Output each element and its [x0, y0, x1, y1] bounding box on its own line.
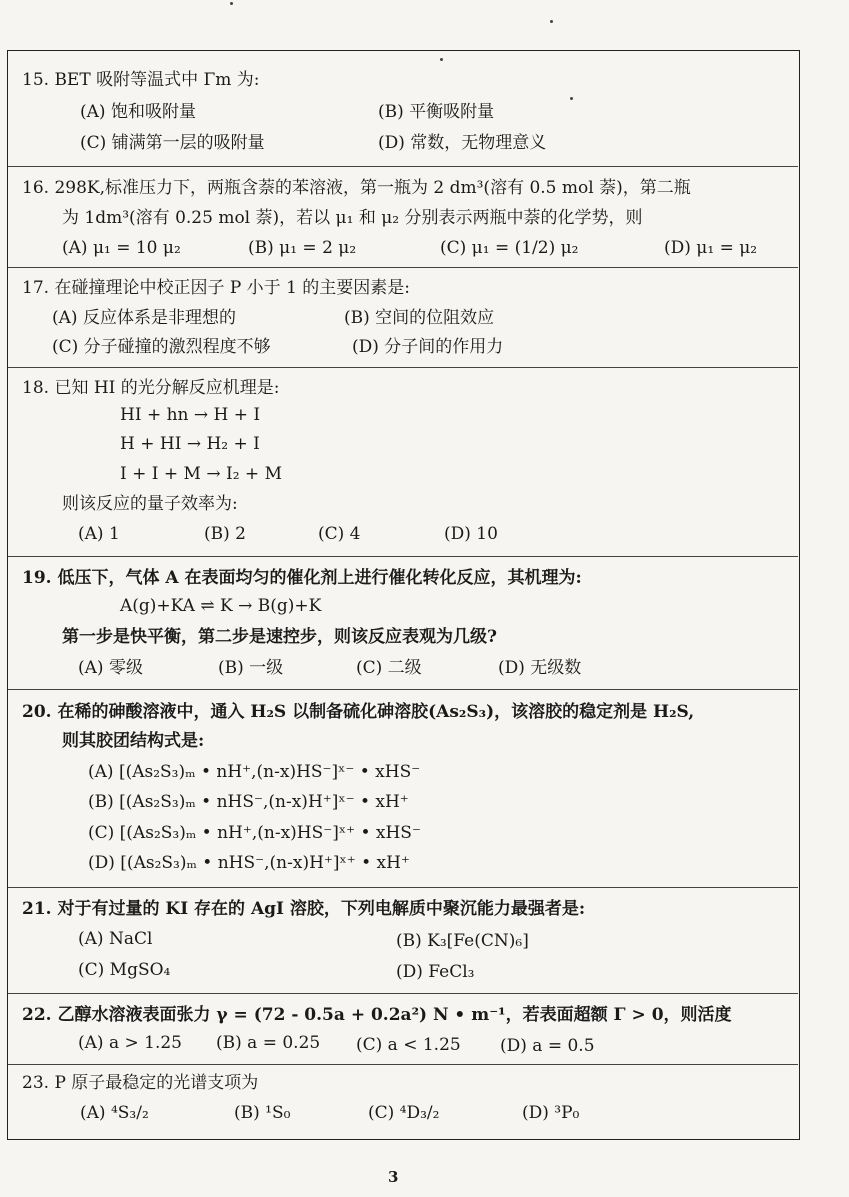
scan-speck: [570, 97, 573, 100]
q18-stem: 18. 已知 HI 的光分解反应机理是:: [22, 378, 280, 398]
q15-option-c: (C) 铺满第一层的吸附量: [80, 133, 265, 153]
q21-option-c: (C) MgSO₄: [78, 960, 171, 980]
separator: [8, 367, 798, 368]
q15-option-b: (B) 平衡吸附量: [378, 102, 495, 122]
q19-option-d: (D) 无级数: [498, 658, 582, 678]
separator: [8, 267, 798, 268]
q16-line2: 为 1dm³(溶有 0.25 mol 萘)，若以 μ₁ 和 μ₂ 分别表示两瓶中萘的化学势，则: [62, 208, 643, 228]
scan-speck: [230, 2, 233, 5]
page-number: 3: [388, 1168, 399, 1186]
separator: [8, 689, 798, 690]
q21-option-a: (A) NaCl: [78, 929, 153, 949]
q21-option-b: (B) K₃[Fe(CN)₆]: [396, 931, 529, 951]
separator: [8, 1064, 798, 1065]
q18-reaction-1: HI + hn → H + I: [120, 405, 261, 425]
q22-option-b: (B) a = 0.25: [216, 1033, 321, 1053]
q17-option-c: (C) 分子碰撞的激烈程度不够: [52, 337, 271, 357]
q17-stem: 17. 在碰撞理论中校正因子 P 小于 1 的主要因素是:: [22, 278, 411, 298]
scan-speck: [440, 58, 443, 61]
q19-stem: 19. 低压下，气体 A 在表面均匀的催化剂上进行催化转化反应，其机理为:: [22, 568, 582, 588]
q19-option-b: (B) 一级: [218, 658, 284, 678]
q17-option-b: (B) 空间的位阻效应: [344, 308, 495, 328]
q19-option-a: (A) 零级: [78, 658, 143, 678]
q22-option-d: (D) a = 0.5: [500, 1036, 595, 1056]
q18-reaction-2: H + HI → H₂ + I: [120, 434, 260, 454]
separator: [8, 993, 798, 994]
q15-option-a: (A) 饱和吸附量: [80, 102, 196, 122]
q23-option-d: (D) ³P₀: [522, 1103, 580, 1123]
q23-option-b: (B) ¹S₀: [234, 1103, 291, 1123]
q19-note: 第一步是快平衡，第二步是速控步，则该反应表观为几级?: [62, 627, 497, 647]
q15-stem: 15. BET 吸附等温式中 Γm 为:: [22, 70, 260, 90]
q22-stem: 22. 乙醇水溶液表面张力 γ = (72 - 0.5a + 0.2a²) N • m⁻¹，若表面超额 Γ > 0，则活度: [22, 1005, 732, 1025]
q20-option-c: (C) [(As₂S₃)ₘ • nH⁺,(n-x)HS⁻]ˣ⁺ • xHS⁻: [88, 823, 421, 843]
q18-reaction-3: I + I + M → I₂ + M: [120, 464, 282, 484]
q16-option-a: (A) μ₁ = 10 μ₂: [62, 238, 181, 258]
q22-option-a: (A) a > 1.25: [78, 1033, 182, 1053]
q23-option-c: (C) ⁴D₃/₂: [368, 1103, 440, 1123]
q23-option-a: (A) ⁴S₃/₂: [80, 1103, 149, 1123]
q18-option-d: (D) 10: [444, 524, 498, 544]
q16-line1: 16. 298K,标准压力下，两瓶含萘的苯溶液，第一瓶为 2 dm³(溶有 0.5 mol 萘)，第二瓶: [22, 178, 691, 198]
q17-option-a: (A) 反应体系是非理想的: [52, 308, 236, 328]
separator: [8, 166, 798, 167]
q18-option-a: (A) 1: [78, 524, 120, 544]
q16-option-b: (B) μ₁ = 2 μ₂: [248, 238, 357, 258]
q19-mechanism: A(g)+KA ⇌ K → B(g)+K: [120, 596, 322, 616]
q15-option-d: (D) 常数，无物理意义: [378, 133, 547, 153]
separator: [8, 556, 798, 557]
separator: [8, 887, 798, 888]
q18-question: 则该反应的量子效率为:: [62, 494, 238, 514]
q22-option-c: (C) a < 1.25: [356, 1035, 461, 1055]
q16-option-c: (C) μ₁ = (1/2) μ₂: [440, 238, 579, 258]
q20-line1: 20. 在稀的砷酸溶液中，通入 H₂S 以制备硫化砷溶胶(As₂S₃)，该溶胶的稳定剂是 H₂S,: [22, 702, 695, 722]
q18-option-b: (B) 2: [204, 524, 246, 544]
q19-option-c: (C) 二级: [356, 658, 422, 678]
q20-line2: 则其胶团结构式是:: [62, 731, 205, 751]
q23-stem: 23. P 原子最稳定的光谱支项为: [22, 1073, 259, 1093]
q20-option-a: (A) [(As₂S₃)ₘ • nH⁺,(n-x)HS⁻]ˣ⁻ • xHS⁻: [88, 762, 421, 782]
q16-option-d: (D) μ₁ = μ₂: [664, 238, 758, 258]
q17-option-d: (D) 分子间的作用力: [352, 337, 504, 357]
q20-option-d: (D) [(As₂S₃)ₘ • nHS⁻,(n-x)H⁺]ˣ⁺ • xH⁺: [88, 853, 410, 873]
scan-speck: [550, 20, 553, 23]
q18-option-c: (C) 4: [318, 524, 361, 544]
q21-stem: 21. 对于有过量的 KI 存在的 AgI 溶胶，下列电解质中聚沉能力最强者是:: [22, 899, 586, 919]
q20-option-b: (B) [(As₂S₃)ₘ • nHS⁻,(n-x)H⁺]ˣ⁻ • xH⁺: [88, 792, 409, 812]
q21-option-d: (D) FeCl₃: [396, 962, 475, 982]
